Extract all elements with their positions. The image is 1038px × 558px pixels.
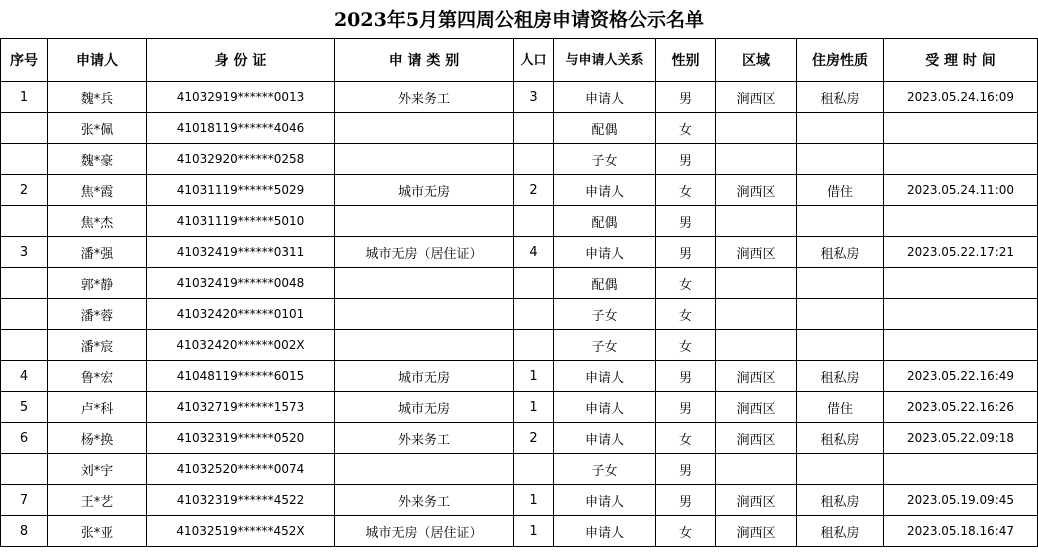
cell-gender: 男 bbox=[656, 392, 716, 423]
cell-applicant: 杨*换 bbox=[48, 423, 147, 454]
cell-district bbox=[716, 268, 797, 299]
cell-population: 1 bbox=[514, 361, 554, 392]
table-row bbox=[1, 144, 1038, 175]
cell-index: 6 bbox=[1, 423, 48, 454]
cell-category bbox=[335, 299, 514, 330]
cell-time: 2023.05.19.09:45 bbox=[884, 485, 1038, 516]
table-row bbox=[1, 82, 1038, 113]
cell-relation: 申请人 bbox=[554, 423, 656, 454]
cell-population: 1 bbox=[514, 485, 554, 516]
table-row bbox=[1, 516, 1038, 547]
cell-index bbox=[1, 454, 48, 485]
cell-index bbox=[1, 206, 48, 237]
cell-housing: 租私房 bbox=[797, 423, 884, 454]
cell-time: 2023.05.22.09:18 bbox=[884, 423, 1038, 454]
cell-category: 外来务工 bbox=[335, 82, 514, 113]
cell-relation: 申请人 bbox=[554, 175, 656, 206]
cell-category bbox=[335, 268, 514, 299]
cell-id-card: 41032420******002X bbox=[147, 330, 335, 361]
cell-index bbox=[1, 330, 48, 361]
cell-gender: 女 bbox=[656, 423, 716, 454]
cell-district: 涧西区 bbox=[716, 237, 797, 268]
cell-category: 城市无房 bbox=[335, 361, 514, 392]
table-row bbox=[1, 361, 1038, 392]
cell-time: 2023.05.24.16:09 bbox=[884, 82, 1038, 113]
cell-housing: 租私房 bbox=[797, 485, 884, 516]
cell-district bbox=[716, 206, 797, 237]
cell-housing: 租私房 bbox=[797, 82, 884, 113]
cell-index: 1 bbox=[1, 82, 48, 113]
cell-housing bbox=[797, 144, 884, 175]
cell-gender: 女 bbox=[656, 113, 716, 144]
cell-id-card: 41032520******0074 bbox=[147, 454, 335, 485]
cell-gender: 女 bbox=[656, 175, 716, 206]
cell-relation: 申请人 bbox=[554, 82, 656, 113]
cell-index bbox=[1, 144, 48, 175]
cell-applicant: 潘*强 bbox=[48, 237, 147, 268]
cell-housing bbox=[797, 330, 884, 361]
table-row bbox=[1, 392, 1038, 423]
cell-population: 1 bbox=[514, 516, 554, 547]
cell-population: 4 bbox=[514, 237, 554, 268]
cell-population bbox=[514, 268, 554, 299]
cell-relation: 申请人 bbox=[554, 392, 656, 423]
cell-index bbox=[1, 268, 48, 299]
table-row bbox=[1, 113, 1038, 144]
cell-relation: 申请人 bbox=[554, 361, 656, 392]
cell-applicant: 卢*科 bbox=[48, 392, 147, 423]
cell-id-card: 41032319******4522 bbox=[147, 485, 335, 516]
cell-applicant: 张*亚 bbox=[48, 516, 147, 547]
cell-category bbox=[335, 454, 514, 485]
cell-gender: 男 bbox=[656, 206, 716, 237]
cell-id-card: 41031119******5029 bbox=[147, 175, 335, 206]
cell-id-card: 41032519******452X bbox=[147, 516, 335, 547]
cell-index: 4 bbox=[1, 361, 48, 392]
cell-gender: 女 bbox=[656, 268, 716, 299]
table-row bbox=[1, 454, 1038, 485]
header-relation: 与申请人关系 bbox=[554, 39, 656, 82]
page-title: 2023年5月第四周公租房申请资格公示名单 bbox=[333, 9, 705, 31]
cell-gender: 男 bbox=[656, 361, 716, 392]
cell-time: 2023.05.22.16:26 bbox=[884, 392, 1038, 423]
cell-applicant: 潘*宸 bbox=[48, 330, 147, 361]
header-applicant: 申请人 bbox=[48, 39, 147, 82]
cell-id-card: 41032719******1573 bbox=[147, 392, 335, 423]
cell-district bbox=[716, 144, 797, 175]
cell-relation: 配偶 bbox=[554, 268, 656, 299]
cell-applicant: 张*佩 bbox=[48, 113, 147, 144]
cell-time bbox=[884, 268, 1038, 299]
cell-district bbox=[716, 454, 797, 485]
table-row bbox=[1, 330, 1038, 361]
cell-id-card: 41032919******0013 bbox=[147, 82, 335, 113]
cell-id-card: 41031119******5010 bbox=[147, 206, 335, 237]
cell-category: 城市无房（居住证） bbox=[335, 237, 514, 268]
cell-gender: 男 bbox=[656, 144, 716, 175]
cell-time: 2023.05.22.17:21 bbox=[884, 237, 1038, 268]
table-row bbox=[1, 423, 1038, 454]
cell-relation: 子女 bbox=[554, 330, 656, 361]
cell-category: 城市无房 bbox=[335, 175, 514, 206]
cell-district: 涧西区 bbox=[716, 392, 797, 423]
cell-applicant: 魏*豪 bbox=[48, 144, 147, 175]
cell-relation: 申请人 bbox=[554, 237, 656, 268]
cell-id-card: 41032419******0048 bbox=[147, 268, 335, 299]
cell-category: 城市无房（居住证） bbox=[335, 516, 514, 547]
cell-district bbox=[716, 330, 797, 361]
header-index: 序号 bbox=[1, 39, 48, 82]
cell-time bbox=[884, 144, 1038, 175]
cell-time bbox=[884, 206, 1038, 237]
cell-index: 8 bbox=[1, 516, 48, 547]
cell-district bbox=[716, 113, 797, 144]
cell-district bbox=[716, 299, 797, 330]
cell-id-card: 41018119******4046 bbox=[147, 113, 335, 144]
cell-applicant: 潘*蓉 bbox=[48, 299, 147, 330]
table-row bbox=[1, 268, 1038, 299]
cell-housing bbox=[797, 299, 884, 330]
cell-population bbox=[514, 113, 554, 144]
cell-housing: 租私房 bbox=[797, 237, 884, 268]
cell-id-card: 41032920******0258 bbox=[147, 144, 335, 175]
cell-gender: 男 bbox=[656, 82, 716, 113]
cell-index bbox=[1, 299, 48, 330]
cell-gender: 女 bbox=[656, 516, 716, 547]
cell-relation: 配偶 bbox=[554, 113, 656, 144]
cell-time: 2023.05.22.16:49 bbox=[884, 361, 1038, 392]
cell-gender: 男 bbox=[656, 485, 716, 516]
cell-gender: 男 bbox=[656, 454, 716, 485]
cell-category: 外来务工 bbox=[335, 485, 514, 516]
cell-applicant: 王*艺 bbox=[48, 485, 147, 516]
cell-index bbox=[1, 113, 48, 144]
cell-category bbox=[335, 206, 514, 237]
cell-district: 涧西区 bbox=[716, 82, 797, 113]
header-gender: 性别 bbox=[656, 39, 716, 82]
cell-housing: 借住 bbox=[797, 175, 884, 206]
cell-time: 2023.05.18.16:47 bbox=[884, 516, 1038, 547]
cell-applicant: 魏*兵 bbox=[48, 82, 147, 113]
cell-id-card: 41032319******0520 bbox=[147, 423, 335, 454]
table-header-row bbox=[1, 39, 1038, 82]
cell-housing bbox=[797, 454, 884, 485]
cell-housing: 借住 bbox=[797, 392, 884, 423]
cell-applicant: 焦*杰 bbox=[48, 206, 147, 237]
cell-district: 涧西区 bbox=[716, 423, 797, 454]
cell-population: 2 bbox=[514, 423, 554, 454]
cell-time bbox=[884, 330, 1038, 361]
cell-gender: 男 bbox=[656, 237, 716, 268]
cell-population: 3 bbox=[514, 82, 554, 113]
applicant-table bbox=[0, 38, 1038, 547]
table-row bbox=[1, 299, 1038, 330]
cell-id-card: 41048119******6015 bbox=[147, 361, 335, 392]
cell-population bbox=[514, 206, 554, 237]
cell-applicant: 郭*静 bbox=[48, 268, 147, 299]
cell-relation: 申请人 bbox=[554, 485, 656, 516]
cell-gender: 女 bbox=[656, 330, 716, 361]
cell-district: 涧西区 bbox=[716, 361, 797, 392]
header-housing: 住房性质 bbox=[797, 39, 884, 82]
cell-index: 2 bbox=[1, 175, 48, 206]
cell-index: 7 bbox=[1, 485, 48, 516]
cell-category bbox=[335, 330, 514, 361]
cell-category: 外来务工 bbox=[335, 423, 514, 454]
header-category: 申 请 类 别 bbox=[335, 39, 514, 82]
cell-population: 1 bbox=[514, 392, 554, 423]
cell-relation: 子女 bbox=[554, 299, 656, 330]
header-time: 受 理 时 间 bbox=[884, 39, 1038, 82]
cell-applicant: 焦*霞 bbox=[48, 175, 147, 206]
cell-housing: 租私房 bbox=[797, 361, 884, 392]
table-row bbox=[1, 206, 1038, 237]
cell-id-card: 41032420******0101 bbox=[147, 299, 335, 330]
cell-relation: 配偶 bbox=[554, 206, 656, 237]
table-row bbox=[1, 485, 1038, 516]
cell-district: 涧西区 bbox=[716, 485, 797, 516]
cell-population bbox=[514, 299, 554, 330]
cell-relation: 申请人 bbox=[554, 516, 656, 547]
cell-relation: 子女 bbox=[554, 454, 656, 485]
cell-housing bbox=[797, 268, 884, 299]
cell-population bbox=[514, 454, 554, 485]
cell-category bbox=[335, 144, 514, 175]
cell-id-card: 41032419******0311 bbox=[147, 237, 335, 268]
cell-population: 2 bbox=[514, 175, 554, 206]
cell-applicant: 刘*宇 bbox=[48, 454, 147, 485]
cell-category bbox=[335, 113, 514, 144]
cell-time bbox=[884, 113, 1038, 144]
cell-district: 涧西区 bbox=[716, 516, 797, 547]
cell-index: 5 bbox=[1, 392, 48, 423]
header-district: 区域 bbox=[716, 39, 797, 82]
header-population: 人口 bbox=[514, 39, 554, 82]
table-body bbox=[1, 82, 1038, 547]
cell-time bbox=[884, 299, 1038, 330]
cell-population bbox=[514, 330, 554, 361]
cell-time: 2023.05.24.11:00 bbox=[884, 175, 1038, 206]
table-row bbox=[1, 237, 1038, 268]
cell-time bbox=[884, 454, 1038, 485]
cell-district: 涧西区 bbox=[716, 175, 797, 206]
cell-applicant: 鲁*宏 bbox=[48, 361, 147, 392]
table-row bbox=[1, 175, 1038, 206]
cell-category: 城市无房 bbox=[335, 392, 514, 423]
cell-gender: 女 bbox=[656, 299, 716, 330]
cell-population bbox=[514, 144, 554, 175]
header-id-card: 身 份 证 bbox=[147, 39, 335, 82]
cell-housing bbox=[797, 206, 884, 237]
cell-housing: 租私房 bbox=[797, 516, 884, 547]
cell-housing bbox=[797, 113, 884, 144]
cell-relation: 子女 bbox=[554, 144, 656, 175]
cell-index: 3 bbox=[1, 237, 48, 268]
